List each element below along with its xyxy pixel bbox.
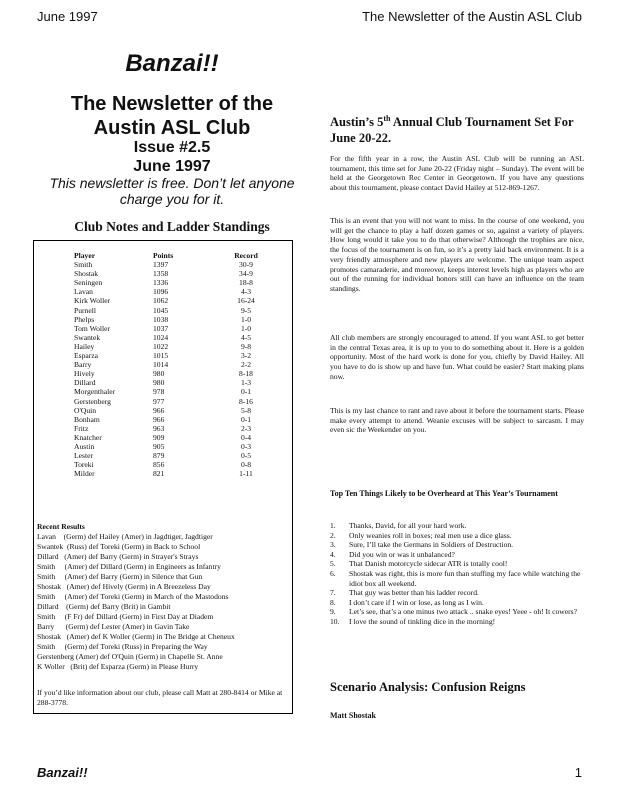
player-record: 0-1 [240, 387, 252, 397]
list-item-number: 1. [330, 521, 336, 530]
player-name: Bonham [74, 414, 100, 424]
list-item: Barry (Germ) def Lester (Amer) in Gavin Take [37, 622, 190, 631]
player-name: Knatcher [74, 432, 102, 442]
player-points: 978 [153, 387, 165, 397]
list-item: Gerstenberg (Amer) def O'Quin (Germ) in Chapelle St. Anne [37, 652, 223, 661]
player-record: 0-8 [240, 460, 252, 470]
player-record: 5-8 [240, 405, 252, 415]
table-row [74, 324, 266, 333]
player-points: 966 [153, 414, 165, 424]
table-row [74, 333, 266, 342]
article-author: Matt Shostak [330, 711, 377, 720]
standings-column-header: Points [153, 251, 174, 260]
player-name: Hively [74, 369, 95, 379]
player-record: 4-3 [240, 287, 252, 297]
player-name: Swantek [74, 332, 101, 342]
page-number: 1 [574, 765, 582, 780]
tournament-paragraph: This is my last chance to rant and rave about it before the tournament starts. Please make every attempt to attend. Weanie excuses will be subject to sarcasm. I may even sic the Weekender on you. [330, 406, 584, 435]
player-name: Milder [74, 469, 95, 479]
table-row [74, 342, 266, 351]
player-name: Gerstenberg [74, 396, 111, 406]
free-note-line: charge you for it. [119, 191, 225, 207]
player-points: 1014 [153, 360, 169, 370]
ladder-standings-table [74, 251, 266, 478]
standings-header-row [74, 251, 266, 260]
table-row [74, 469, 266, 478]
player-name: O'Quin [74, 405, 97, 415]
list-item: Smith (Amer) def Barry (Germ) in Silence that Gun [37, 572, 203, 581]
player-record: 0-4 [240, 432, 252, 442]
player-record: 2-3 [240, 423, 252, 433]
player-points: 977 [153, 396, 165, 406]
list-item-text: Did you win or was it unbalanced? [349, 549, 455, 559]
player-points: 1024 [153, 332, 169, 342]
player-name: Shostak [74, 269, 99, 279]
list-item-text: I don’t care if I win or lose, as long as I win. [349, 597, 484, 607]
player-name: Morgenthaler [74, 387, 116, 397]
player-record: 0-1 [240, 414, 252, 424]
player-name: Hailey [74, 341, 95, 351]
player-name: Fritz [74, 423, 89, 433]
table-row [74, 306, 266, 315]
player-points: 1015 [153, 351, 169, 361]
player-record: 16-24 [237, 296, 255, 306]
list-item-text: Shostak was right, this is more fun than stuffing my face while watching the idiot box all weekend. [349, 568, 581, 588]
player-points: 963 [153, 423, 165, 433]
player-record: 1-3 [240, 378, 252, 388]
player-record: 18-8 [239, 278, 253, 288]
table-row [74, 296, 266, 305]
issue-date: June 1997 [133, 158, 211, 175]
table-row [74, 415, 266, 424]
table-row [74, 451, 266, 460]
table-row [74, 378, 266, 387]
newsletter-title-line: Austin ASL Club [93, 117, 251, 139]
footer-name: Banzai!! [37, 765, 88, 780]
issue-block [37, 138, 307, 176]
list-item: Smith (Amer) def Dillard (Germ) in Engineers as Infantry [37, 562, 221, 571]
list-item-text: Sure, I’ll take the Germans in Soldiers of Destruction. [349, 540, 514, 550]
table-row [74, 460, 266, 469]
player-record: 30-9 [239, 260, 253, 270]
list-item [330, 588, 586, 598]
player-points: 1045 [153, 305, 169, 315]
list-item-text: Only weanies roll in boxes; real men use a dice glass. [349, 530, 512, 540]
tournament-paragraph: For the fifth year in a row, the Austin ASL Club will be running an ASL tournament, this time set for June 20-22 (Friday night – Sunday). The event will be held at the Georgetown Rec Center in Georgetown. If you have any questions about this tournament, please contact David Hailey at 512-869-1267. [330, 154, 584, 193]
table-row [74, 369, 266, 378]
player-record: 4-5 [240, 332, 252, 342]
list-item: Shostak (Amer) def Hively (Germ) in A Breezeless Day [37, 582, 211, 591]
top-ten-list [330, 521, 586, 627]
player-name: Tom Woller [74, 323, 111, 333]
list-item: Dillard (Germ) def Barry (Brit) in Gambit [37, 602, 171, 611]
table-row [74, 351, 266, 360]
player-name: Seningen [74, 278, 103, 288]
list-item: Smith (Germ) def Toreki (Russ) in Preparing the Way [37, 642, 208, 651]
table-row [74, 287, 266, 296]
recent-results-heading: Recent Results [37, 522, 85, 531]
player-record: 34-9 [239, 269, 253, 279]
newsletter-title [37, 92, 307, 140]
player-record: 0-3 [240, 441, 252, 451]
player-points: 856 [153, 460, 165, 470]
player-name: Esparza [74, 351, 99, 361]
list-item-text: Let’s see, that’s a one minus two attack .. snake eyes! Yeee - oh! It cowers? [349, 607, 577, 617]
list-item-text: That guy was better than his ladder record. [349, 588, 479, 598]
player-points: 879 [153, 451, 165, 461]
free-note [37, 175, 307, 207]
newsletter-title-line: The Newsletter of the [70, 93, 274, 115]
list-item: Lavan (Germ) def Hailey (Amer) in Jagdtiger, Jagdtiger [37, 532, 213, 541]
player-record: 3-2 [240, 351, 252, 361]
list-item-text: That Danish motorcycle sidecar ATR is totally cool! [349, 559, 508, 569]
standings-column-header: Record [234, 251, 258, 260]
tournament-paragraph: All club members are strongly encouraged to attend. If you want ASL to get better in the central Texas area, it is up to you to do something about it. Here is a golden opportunity. Most of the hard work is done for you, chiefly by David Hailey. All you have to do is show up and have fun. What could be easier? Start making plans now. [330, 333, 584, 381]
player-points: 1037 [153, 323, 169, 333]
player-name: Kirk Woller [74, 296, 111, 306]
list-item-number: 9. [330, 607, 336, 617]
banner-title: Banzai!! [125, 50, 219, 77]
table-row [74, 424, 266, 433]
player-name: Lavan [74, 287, 93, 297]
tournament-paragraph: This is an event that you will not want to miss. In the course of one weekend, you will get the chance to play a half dozen games or so, against a variety of players. How long would it take you to do that otherwise? Although the trophies are nice, the focus of the tournament is on fun, so it’s a pretty laid back environment. It is a very friendly atmosphere and new players are welcome. The unique team aspect promotes camaraderie, and moreover, keeps interest levels high as players who are out of the running for individual honors still can have an influence on the team standings. [330, 216, 584, 293]
list-item-text: Thanks, David, for all your hard work. [349, 521, 467, 530]
player-name: Phelps [74, 314, 95, 324]
header-date: June 1997 [37, 9, 98, 24]
list-item-number: 2. [330, 530, 336, 540]
table-row [74, 406, 266, 415]
player-points: 980 [153, 378, 165, 388]
player-points: 1336 [153, 278, 169, 288]
player-name: Toreki [74, 460, 94, 470]
club-notes-heading: Club Notes and Ladder Standings [74, 219, 270, 234]
list-item-number: 5. [330, 559, 336, 569]
list-item: Smith (F Fr) def Dillard (Germ) in First Day at Diadem [37, 612, 214, 621]
player-record: 9-5 [240, 305, 252, 315]
player-record: 9-8 [240, 341, 252, 351]
list-item-number: 4. [330, 549, 336, 559]
header-title: The Newsletter of the Austin ASL Club [362, 9, 582, 24]
table-row [74, 269, 266, 278]
player-name: Dillard [74, 378, 96, 388]
list-item [330, 617, 586, 627]
list-item: Smith (Amer) def Toreki (Germ) in March of the Mastodons [37, 592, 229, 601]
player-record: 1-11 [239, 469, 253, 479]
player-record: 8-18 [239, 369, 253, 379]
list-item [330, 559, 586, 569]
player-points: 1358 [153, 269, 169, 279]
player-name: Barry [74, 360, 92, 370]
table-row [74, 397, 266, 406]
player-name: Austin [74, 441, 95, 451]
player-points: 909 [153, 432, 165, 442]
table-row [74, 260, 266, 269]
player-record: 0-5 [240, 451, 252, 461]
list-item-number: 10. [330, 616, 340, 626]
list-item-number: 8. [330, 597, 336, 607]
contact-note: If you’d like information about our club, please call Matt at 280-8414 or Mike at 288-3778. [37, 688, 283, 707]
list-item [330, 531, 586, 541]
list-item-text: I love the sound of tinkling dice in the morning! [349, 616, 496, 626]
list-item: K Woller (Brit) def Esparza (Germ) in Please Hurry [37, 662, 199, 671]
player-record: 1-0 [240, 314, 252, 324]
table-row [74, 278, 266, 287]
standings-column-header: Player [74, 251, 96, 260]
club-notes-box [33, 240, 293, 714]
player-points: 966 [153, 405, 165, 415]
table-row [74, 442, 266, 451]
player-name: Lester [74, 451, 93, 461]
player-points: 1062 [153, 296, 169, 306]
list-item-number: 6. [330, 568, 336, 578]
table-row [74, 433, 266, 442]
table-row [74, 360, 266, 369]
player-record: 8-16 [239, 396, 253, 406]
list-item [330, 569, 586, 588]
list-item-number: 3. [330, 540, 336, 550]
player-name: Purnell [74, 305, 96, 315]
list-item-number: 7. [330, 588, 336, 598]
recent-results [37, 522, 291, 672]
list-item [330, 521, 586, 531]
list-item [330, 550, 586, 560]
top-ten-heading: Top Ten Things Likely to be Overheard at This Year’s Tournament [330, 489, 558, 498]
free-note-line: This newsletter is free. Don’t let anyone [49, 175, 295, 191]
scenario-analysis-heading: Scenario Analysis: Confusion Reigns [330, 680, 526, 694]
issue-number: Issue #2.5 [133, 139, 211, 156]
player-record: 2-2 [240, 360, 252, 370]
player-points: 821 [153, 469, 165, 479]
player-points: 1038 [153, 314, 169, 324]
player-points: 980 [153, 369, 165, 379]
player-record: 1-0 [240, 323, 252, 333]
tournament-heading: Austin’s 5th Annual Club Tournament Set For June 20-22. [330, 114, 574, 146]
list-item: Shostak (Amer) def K Woller (Germ) in The Bridge at Cheneux [37, 632, 235, 641]
player-points: 1096 [153, 287, 169, 297]
list-item [330, 607, 586, 617]
list-item [330, 540, 586, 550]
player-points: 1397 [153, 260, 169, 270]
player-points: 1022 [153, 341, 169, 351]
list-item [330, 598, 586, 608]
list-item: Swantek (Russ) def Toreki (Germ) in Back to School [37, 542, 201, 551]
list-item: Dillard (Amer) def Barry (Germ) in Strayer's Strays [37, 552, 199, 561]
player-name: Smith [74, 260, 93, 270]
player-points: 905 [153, 441, 165, 451]
table-row [74, 315, 266, 324]
table-row [74, 387, 266, 396]
